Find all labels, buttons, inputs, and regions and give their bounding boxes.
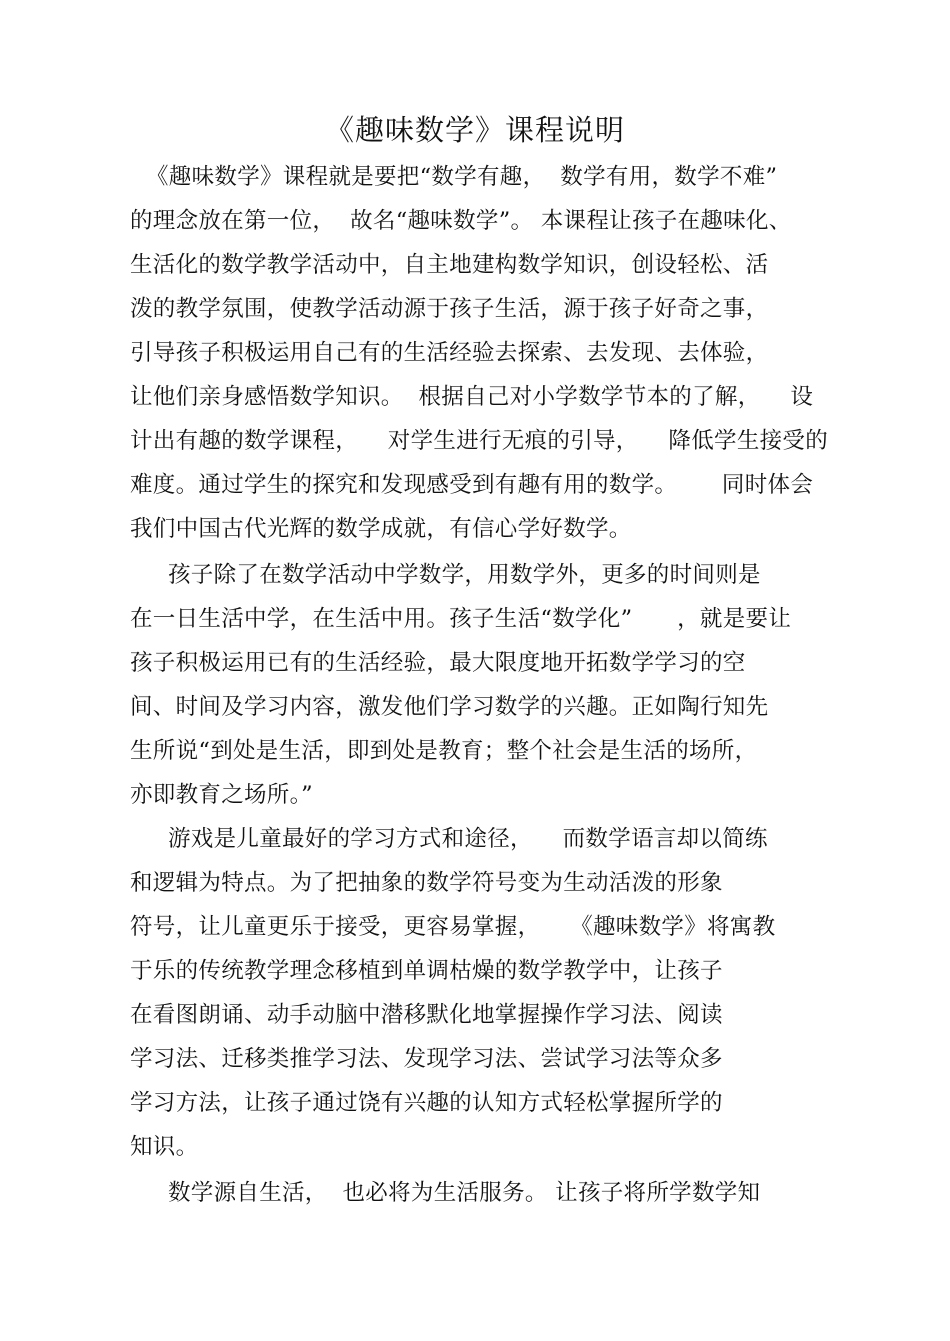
text-line: 孩子积极运用已有的生活经验，最大限度地开拓数学学习的空 <box>130 650 746 676</box>
text-line: 引导孩子积极运用自己有的生活经验去探索、去发现、去体验， <box>130 340 769 366</box>
text-line: 《趣味数学》课程就是要把“数学有趣， 数学有用，数学不难” <box>146 164 778 190</box>
text-line: 计出有趣的数学课程， 对学生进行无痕的引导， 降低学生接受的 <box>130 428 829 454</box>
text-line: 生所说“到处是生活，即到处是教育；整个社会是生活的场所， <box>130 738 758 764</box>
text-line: 在一日生活中学，在生活中用。孩子生活“数学化” ，就是要让 <box>130 606 792 632</box>
text-line: 的理念放在第一位， 故名“趣味数学”。 本课程让孩子在趣味化、 <box>130 208 792 234</box>
text-line: 间、时间及学习内容，激发他们学习数学的兴趣。正如陶行知先 <box>130 694 769 720</box>
text-line: 于乐的传统教学理念移植到单调枯燥的数学教学中，让孩子 <box>130 958 723 984</box>
text-line: 生活化的数学教学活动中，自主地建构数学知识，创设轻松、活 <box>130 252 769 278</box>
text-line: 和逻辑为特点。为了把抽象的数学符号变为生动活泼的形象 <box>130 870 723 896</box>
text-line: 我们中国古代光辉的数学成就，有信心学好数学。 <box>130 516 632 542</box>
document-title: 《趣味数学》课程说明 <box>324 113 625 147</box>
text-line: 游戏是儿童最好的学习方式和途径， 而数学语言却以简练 <box>168 826 768 852</box>
text-line: 学习方法，让孩子通过饶有兴趣的认知方式轻松掌握所学的 <box>130 1090 723 1116</box>
text-line: 亦即教育之场所。” <box>130 782 313 808</box>
text-line: 让他们亲身感悟数学知识。 根据自己对小学数学节本的了解， 设 <box>130 384 814 410</box>
text-line: 孩子除了在数学活动中学数学，用数学外，更多的时间则是 <box>168 562 761 588</box>
text-line: 知识。 <box>130 1134 199 1160</box>
text-line: 数学源自生活， 也必将为生活服务。 让孩子将所学数学知 <box>168 1180 761 1206</box>
text-line: 符号，让儿童更乐于接受，更容易掌握， 《趣味数学》将寓教 <box>130 914 776 940</box>
text-line: 在看图朗诵、动手动脑中潜移默化地掌握操作学习法、阅读 <box>130 1002 723 1028</box>
text-line: 难度。通过学生的探究和发现感受到有趣有用的数学。 同时体会 <box>130 472 814 498</box>
text-line: 泼的教学氛围，使教学活动源于孩子生活，源于孩子好奇之事， <box>130 296 769 322</box>
text-line: 学习法、迁移类推学习法、发现学习法、尝试学习法等众多 <box>130 1046 723 1072</box>
